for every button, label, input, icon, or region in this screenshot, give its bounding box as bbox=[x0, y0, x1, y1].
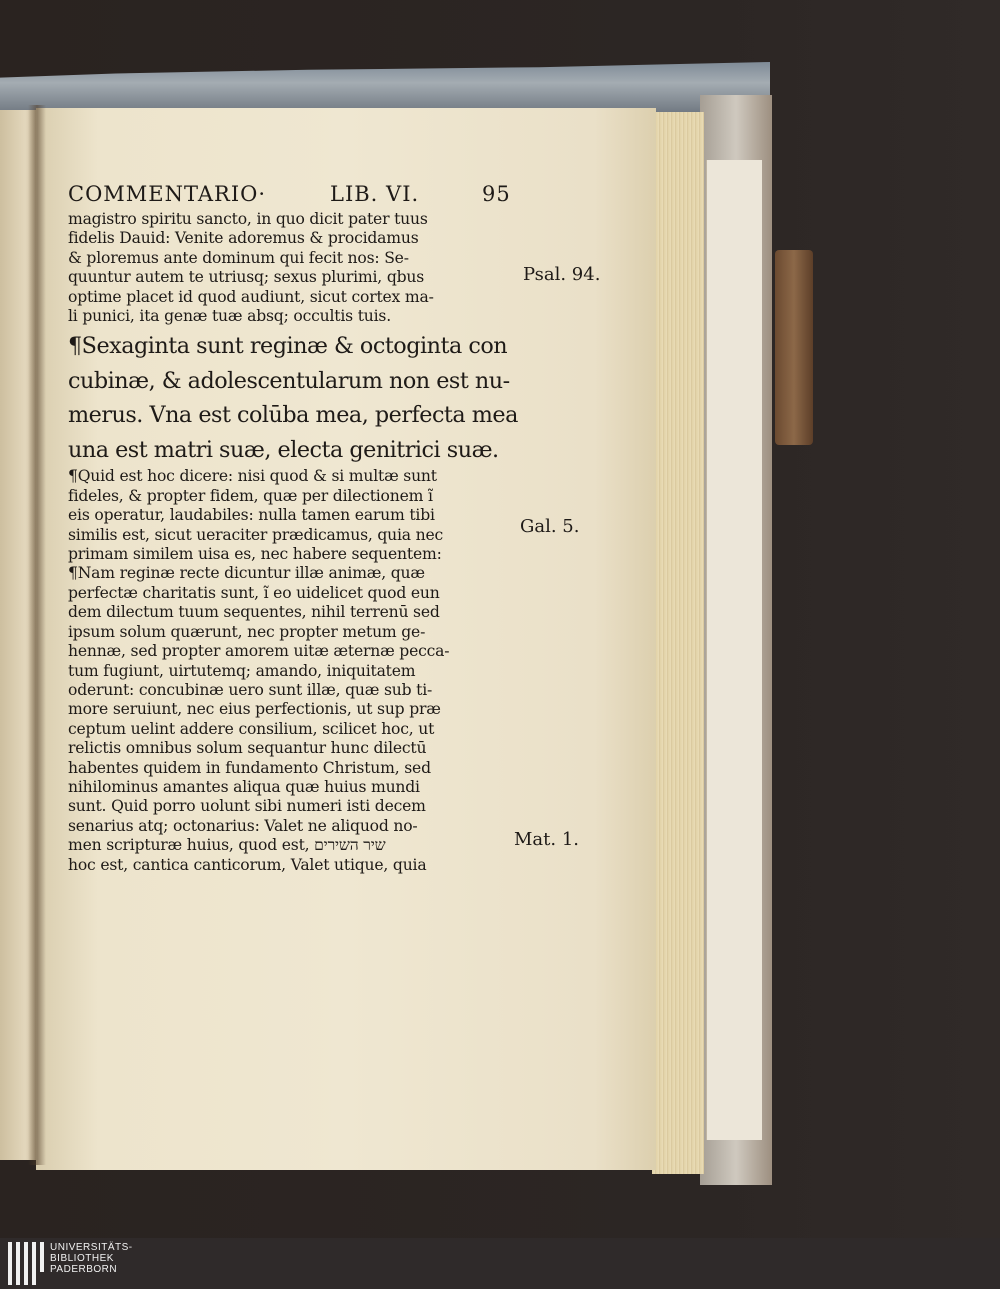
logo-line-3: PADERBORN bbox=[50, 1264, 118, 1275]
verse-line: merus. Vna est colūba mea, perfecta mea bbox=[68, 402, 518, 429]
commentary-line: more seruiunt, nec eius perfectionis, ut sup præ bbox=[68, 700, 441, 719]
margin-note-mat: Mat. 1. bbox=[514, 829, 580, 850]
commentary-line: hennæ, sed propter amorem uitæ æternæ pecca- bbox=[68, 642, 450, 661]
commentary-line: ceptum uelint addere consilium, scilicet hoc, ut bbox=[68, 719, 435, 738]
commentary-line: tum fugiunt, uirtutemq; amando, iniquitatem bbox=[68, 661, 416, 680]
commentary-line: nihilominus amantes aliqua quæ huius mundi bbox=[68, 777, 420, 796]
commentary-line: magistro spiritu sancto, in quo dicit pater tuus bbox=[68, 210, 428, 228]
clasp bbox=[775, 250, 813, 445]
logo-line-1: UNIVERSITÄTS- bbox=[50, 1242, 133, 1253]
commentary-line: optime placet id quod audiunt, sicut cortex ma- bbox=[68, 287, 434, 306]
commentary-line: fideles, & propter fidem, quæ per dilectionem ĩ bbox=[68, 486, 433, 505]
library-logo-icon bbox=[8, 1242, 44, 1285]
text-block bbox=[68, 178, 516, 875]
running-head-book: LIB. VI. bbox=[330, 182, 420, 206]
commentary-line: perfectæ charitatis sunt, ĩ eo uidelicet quod eun bbox=[68, 583, 440, 602]
commentary-line: habentes quidem in fundamento Christum, sed bbox=[68, 758, 431, 777]
body-text bbox=[68, 210, 516, 875]
commentary-line: senarius atq; octonarius: Valet ne aliquod no- bbox=[68, 816, 418, 835]
commentary-line: oderunt: concubinæ uero sunt illæ, quæ sub ti- bbox=[68, 680, 433, 699]
commentary-line: ipsum solum quærunt, nec propter metum ge- bbox=[68, 622, 426, 641]
commentary-line: & ploremus ante dominum qui fecit nos: Se- bbox=[68, 248, 409, 267]
cover-top-edge bbox=[0, 62, 770, 114]
footer-bar bbox=[0, 1238, 1000, 1289]
margin-note-psal: Psal. 94. bbox=[523, 264, 601, 285]
commentary-line: similis est, sicut ueraciter prædicamus, quia nec bbox=[68, 525, 444, 544]
commentary-line: dem dilectum tuum sequentes, nihil terrenū sed bbox=[68, 603, 440, 622]
commentary-line: fidelis Dauid: Venite adoremus & procidamus bbox=[68, 229, 419, 248]
spine-shadow bbox=[28, 105, 46, 1165]
verse-line: cubinæ, & adolescentularum non est nu- bbox=[68, 367, 510, 394]
running-head-title: COMMENTARIO· bbox=[68, 182, 267, 206]
commentary-line: li punici, ita genæ tuæ absq; occultis tuis. bbox=[68, 307, 391, 326]
commentary-line: men scripturæ huius, quod est, שיר השירים bbox=[68, 836, 386, 855]
logo-line-2: BIBLIOTHEK bbox=[50, 1253, 114, 1264]
endpaper bbox=[706, 160, 762, 1140]
commentary-line: ¶Nam reginæ recte dicuntur illæ animæ, quæ bbox=[68, 564, 425, 583]
verse-line: una est matri suæ, electa genitrici suæ. bbox=[68, 436, 499, 463]
running-head bbox=[68, 178, 516, 210]
commentary-line: eis operatur, laudabiles: nulla tamen earum tibi bbox=[68, 506, 435, 525]
commentary-line: hoc est, cantica canticorum, Valet utique, quia bbox=[68, 855, 427, 874]
library-logo-text bbox=[50, 1242, 133, 1275]
commentary-line: ¶Quid est hoc dicere: nisi quod & si multæ sunt bbox=[68, 467, 437, 486]
commentary-line: sunt. Quid porro uolunt sibi numeri isti decem bbox=[68, 797, 426, 816]
commentary-line: quuntur autem te utriusq; sexus plurimi, qbus bbox=[68, 268, 425, 287]
page-number: 95 bbox=[482, 182, 511, 206]
commentary-line: primam similem uisa es, nec habere sequentem: bbox=[68, 545, 442, 564]
commentary-line: relictis omnibus solum sequantur hunc dilectū bbox=[68, 739, 427, 758]
margin-note-gal: Gal. 5. bbox=[520, 516, 580, 537]
verse-line: ¶Sexaginta sunt reginæ & octoginta con bbox=[68, 333, 508, 360]
page-fore-edge bbox=[652, 112, 704, 1174]
